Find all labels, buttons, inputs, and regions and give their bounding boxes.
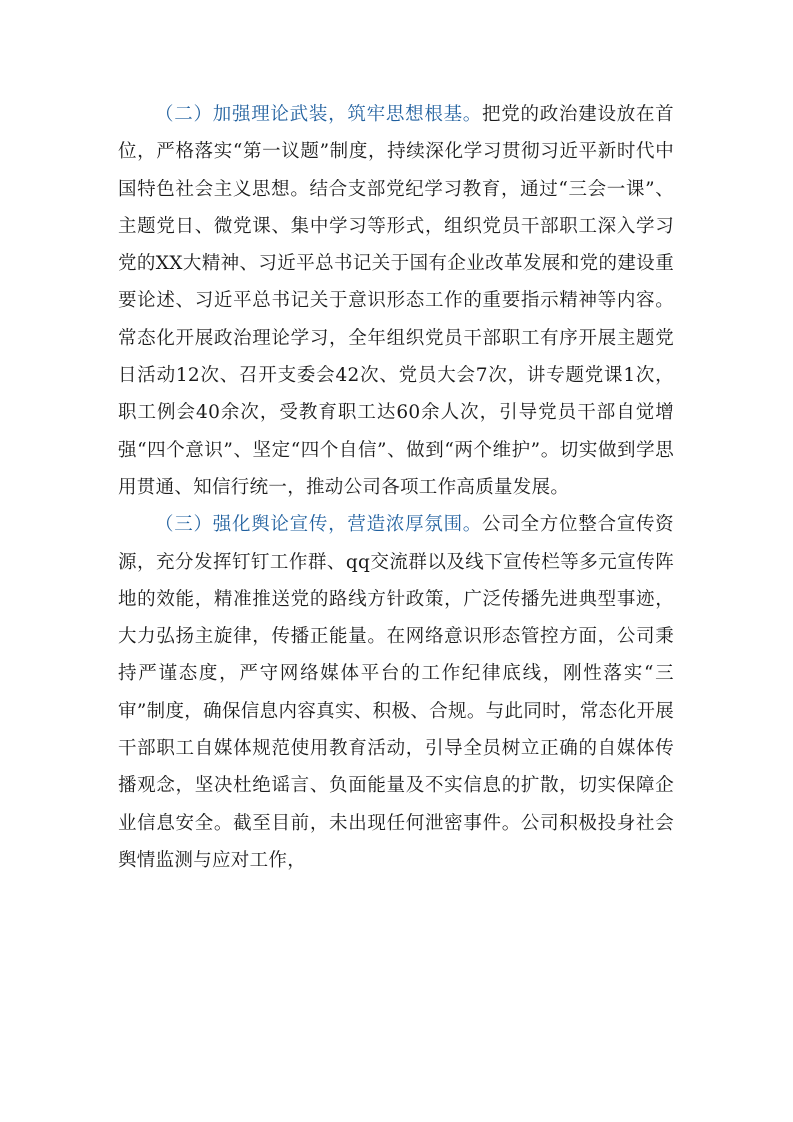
section-heading-3: （三）强化舆论宣传，营造浓厚氛围。 <box>155 514 483 536</box>
section-heading-2: （二）加强理论武装，筑牢思想根基。 <box>155 104 483 125</box>
paragraph-body-2: 把党的政治建设放在首位，严格落实“第一议题”制度，持续深化学习贯彻习近平新时代中国特色社会主义思想。结合支部党纪学习教育，通过“三会一课”、主题党日、微党课、集中学习等形式，组织党员干部职工深入学习党的XX大精神、习近平总书记关于国有企业改革发展和党的建设重要论述、习近平总书记关于意识形态工作的重要指示精神等内容。常态化开展政治理论学习，全年组织党员干部职工有序开展主题党日活动12次、召开支委会42次、党员大会7次，讲专题党课1次，职工例会40余次，受教育职工达60余人次，引导党员干部自觉增强“四个意识”、坚定“四个自信”、做到“两个维护”。切实做到学思用贯通、知信行统一，推动公司各项工作高质量发展。 <box>118 104 674 498</box>
paragraph-theory-armament <box>118 96 674 506</box>
paragraph-public-opinion <box>118 506 674 879</box>
paragraph-body-3: 公司全方位整合宣传资源，充分发挥钉钉工作群、qq交流群以及线下宣传栏等多元宣传阵地的效能，精准推送党的路线方针政策，广泛传播先进典型事迹，大力弘扬主旋律，传播正能量。在网络意识形态管控方面，公司秉持严谨态度，严守网络媒体平台的工作纪律底线，刚性落实“三审”制度，确保信息内容真实、积极、合规。与此同时，常态化开展干部职工自媒体规范使用教育活动，引导全员树立正确的自媒体传播观念，坚决杜绝谣言、负面能量及不实信息的扩散，切实保障企业信息安全。截至目前，未出现任何泄密事件。公司积极投身社会舆情监测与应对工作， <box>118 514 674 871</box>
document-page <box>118 96 674 879</box>
